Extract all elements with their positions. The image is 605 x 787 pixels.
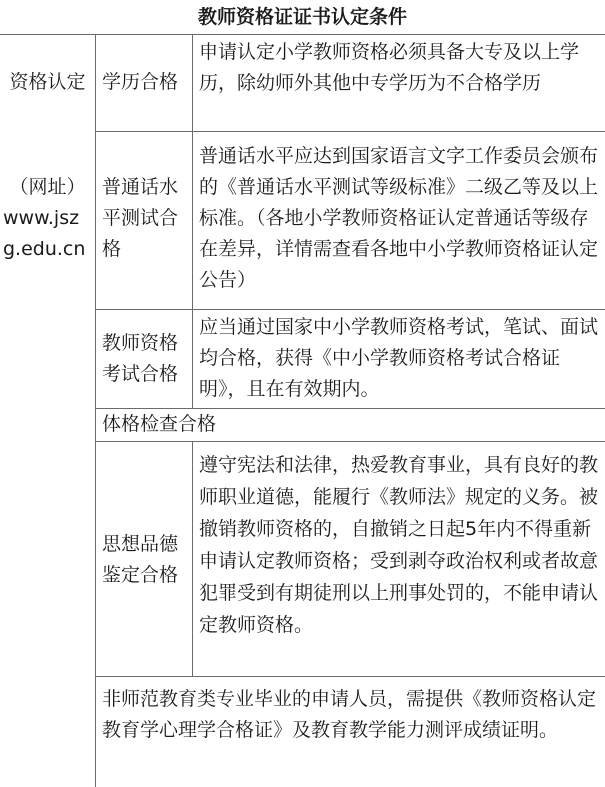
row-name-mandarin: 普通话水平测试合格 xyxy=(102,176,179,260)
qualification-label: 资格认定 xyxy=(9,71,86,93)
row-desc-mandarin: 普通话水平应达到国家语言文字工作委员会颁布的《普通话水平测试等级标准》二级乙等及以上标准。（各地小学教师资格证认定普通话等级存在差异，详情需查看各地中小学教师资格证认定公告） xyxy=(199,145,599,291)
divider xyxy=(0,34,605,35)
row-name-exam: 教师资格考试合格 xyxy=(102,332,179,385)
url-link[interactable]: www.jszg.edu.cn xyxy=(3,207,86,260)
url-label: （网址） xyxy=(9,176,86,198)
divider xyxy=(96,309,605,310)
divider xyxy=(96,676,605,677)
row-desc-ethics: 遵守宪法和法律，热爱教育事业，具有良好的教师职业道德，能履行《教师法》规定的义务。被撤销教师资格的，自撤销之日起5年内不得重新申请认定教师资格；受到剥夺政治权利或者故意犯罪受到有期徒刑以上刑事处罚的，不能申请认定教师资格。 xyxy=(199,454,599,636)
divider xyxy=(96,131,605,132)
row-name-physical: 体格检查合格 xyxy=(102,413,217,435)
row-name-education: 学历合格 xyxy=(102,71,179,93)
divider xyxy=(96,441,605,442)
row-desc-education: 申请认定小学教师资格必须具备大专及以上学历，除幼师外其他中专学历为不合格学历 xyxy=(199,41,580,94)
row-name-ethics: 思想品德鉴定合格 xyxy=(102,533,179,586)
row-desc-exam: 应当通过国家中小学教师资格考试，笔试、面试均合格，获得《中小学教师资格考试合格证明》，且在有效期内。 xyxy=(199,316,599,400)
note-text: 非师范教育类专业毕业的申请人员，需提供《教师资格认定教育学心理学合格证》及教育教学能力测评成绩证明。 xyxy=(102,688,597,741)
table-title: 教师资格证证书认定条件 xyxy=(197,6,407,28)
